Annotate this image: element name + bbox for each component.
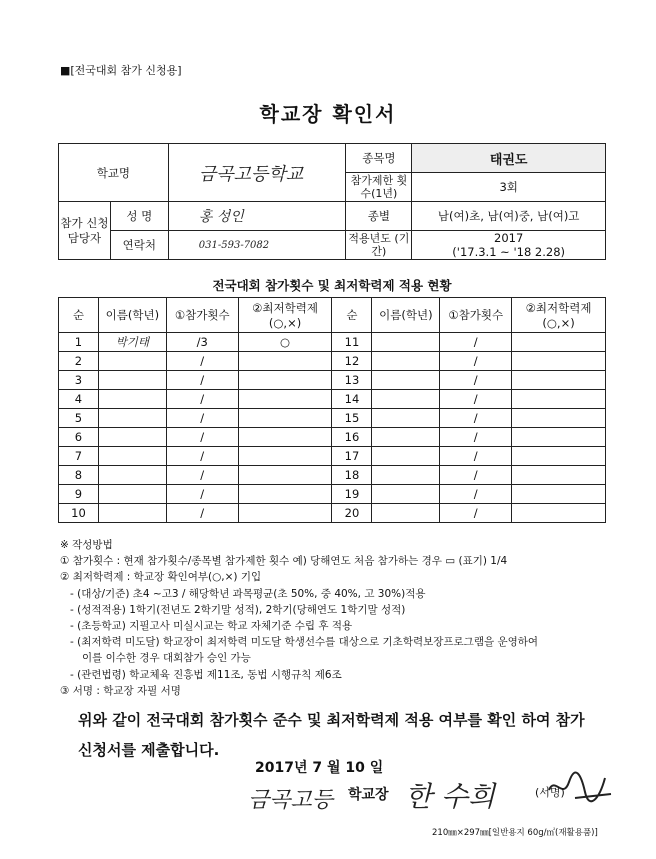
cell-name (98, 390, 166, 409)
cell-grade (512, 352, 606, 371)
cell-no: 16 (332, 428, 372, 447)
table-row (59, 485, 606, 504)
table-row (59, 504, 606, 523)
limit-label: 참가제한 횟수(1년) (346, 173, 412, 202)
division-value: 남(여)초, 남(여)중, 남(여)고 (412, 202, 606, 231)
paper-spec: 210㎜×297㎜[일반용지 60g/㎡(재활용품)] (432, 828, 598, 838)
cell-grade (238, 409, 332, 428)
cell-name (372, 409, 440, 428)
guide-line: - (초등학교) 지필고사 미실시교는 학교 자체기준 수립 후 적용 (70, 620, 353, 633)
cell-no: 18 (332, 466, 372, 485)
cell-name (372, 428, 440, 447)
cell-name (98, 428, 166, 447)
cell-no: 6 (59, 428, 99, 447)
cell-name (98, 466, 166, 485)
school-label: 학교명 (59, 144, 169, 202)
sport-value: 태권도 (412, 144, 606, 173)
document-title: 학교장 확인서 (259, 102, 397, 126)
cell-grade (238, 504, 332, 523)
division-label: 종별 (346, 202, 412, 231)
cell-no: 8 (59, 466, 99, 485)
contact-value: 031-593-7082 (168, 231, 346, 260)
guide-line: ③ 서명 : 학교장 자필 서명 (60, 684, 181, 697)
cell-grade (512, 390, 606, 409)
cell-name (372, 390, 440, 409)
cell-count: / (440, 409, 512, 428)
limit-value: 3회 (412, 173, 606, 202)
cell-no: 1 (59, 333, 99, 352)
cell-count: / (440, 352, 512, 371)
info-table (58, 143, 606, 260)
cell-grade (512, 485, 606, 504)
cell-grade (238, 352, 332, 371)
cell-count: / (166, 428, 238, 447)
name-label: 성 명 (110, 202, 168, 231)
guide-line: - (최저학력 미도달) 학교장이 최저학력 미도달 학생선수를 대상으로 기초학력보장프로그램을 운영하여 (70, 636, 539, 649)
cell-name (98, 371, 166, 390)
cell-count: / (166, 466, 238, 485)
cell-grade (512, 333, 606, 352)
cell-count: /3 (166, 333, 238, 352)
cell-name (372, 333, 440, 352)
cell-grade (238, 428, 332, 447)
cell-no: 11 (332, 333, 372, 352)
column-header: ①참가횟수 (166, 298, 238, 333)
cell-no: 5 (59, 409, 99, 428)
table-row (59, 409, 606, 428)
guide-line: - (관련법령) 학교체육 진흥법 제11조, 동법 시행규칙 제6조 (70, 668, 342, 681)
cell-name (98, 485, 166, 504)
cell-name (372, 447, 440, 466)
cell-name (372, 466, 440, 485)
cell-name (98, 447, 166, 466)
cell-no: 9 (59, 485, 99, 504)
cell-no: 19 (332, 485, 372, 504)
cell-no: 13 (332, 371, 372, 390)
cell-count: / (440, 371, 512, 390)
cell-no: 3 (59, 371, 99, 390)
year-label: 적용년도 (기간) (346, 231, 412, 260)
date-line: 2017년 7 월 10 일 (255, 760, 384, 776)
principal-label: 학교장 (348, 787, 389, 803)
cell-count: / (166, 352, 238, 371)
handwritten-signature: 한 수희 (405, 780, 496, 813)
cell-count: / (440, 428, 512, 447)
cell-count: / (166, 371, 238, 390)
confirmation-statement: 위와 같이 전국대회 참가횟수 준수 및 최저학력제 적용 여부를 확인 하여 참가신청서를 제출합니다. (78, 711, 585, 759)
table-row (59, 447, 606, 466)
cell-count: / (166, 504, 238, 523)
cell-count: / (166, 390, 238, 409)
column-header: ②최저학력제 (○,×) (512, 298, 606, 333)
cell-no: 12 (332, 352, 372, 371)
guide-line: ※ 작성방법 (60, 539, 113, 551)
cell-grade (238, 390, 332, 409)
cell-no: 17 (332, 447, 372, 466)
cell-name (372, 352, 440, 371)
cell-count: / (166, 485, 238, 504)
cell-count: / (166, 409, 238, 428)
name-value: 홍 성인 (168, 202, 346, 231)
guide-line: ② 최저학력제 : 학교장 확인여부(○,×) 기입 (60, 571, 262, 584)
cell-name (372, 485, 440, 504)
cell-grade (512, 409, 606, 428)
cell-grade (238, 371, 332, 390)
cell-count: / (440, 390, 512, 409)
guide-line: ① 참가횟수 : 현재 참가횟수/종목별 참가제한 횟수 예) 당해연도 처음 참가하는 경우 ▭ (표기) 1/4 (60, 555, 508, 568)
table-row (59, 352, 606, 371)
guide-line: 이를 이수한 경우 대회참가 승인 가능 (82, 652, 251, 665)
table-row (59, 390, 606, 409)
table-row (59, 466, 606, 485)
form-tag: ■[전국대회 참가 신청용] (60, 64, 182, 77)
table-row (59, 428, 606, 447)
cell-name (372, 371, 440, 390)
participation-table (58, 297, 606, 523)
cell-grade: ○ (238, 333, 332, 352)
year-value: 2017 (494, 231, 524, 245)
cell-no: 4 (59, 390, 99, 409)
cell-name (98, 409, 166, 428)
sport-label: 종목명 (346, 144, 412, 173)
cell-no: 15 (332, 409, 372, 428)
cell-grade (512, 466, 606, 485)
column-header: 이름(학년) (98, 298, 166, 333)
table-row (59, 333, 606, 352)
cell-count: / (440, 333, 512, 352)
handwritten-school-name: 금곡고등 (248, 788, 334, 813)
guide-line: - (대상/기준) 초4 ~고3 / 해당학년 과목평균(초 50%, 중 40%, 고 30%)적용 (70, 587, 426, 600)
table-row (59, 371, 606, 390)
column-header: 순 (59, 298, 99, 333)
writing-guide (60, 537, 620, 699)
cell-count: / (440, 504, 512, 523)
cell-no: 7 (59, 447, 99, 466)
cell-no: 10 (59, 504, 99, 523)
cell-name (372, 504, 440, 523)
cell-no: 20 (332, 504, 372, 523)
guide-line: - (성적적용) 1학기(전년도 2학기말 성적), 2학기(당해연도 1학기말 성적) (70, 603, 406, 616)
cell-grade (512, 447, 606, 466)
cell-grade (512, 428, 606, 447)
manager-label: 참가 신청 담당자 (59, 202, 111, 260)
section-title: 전국대회 참가횟수 및 최저학력제 적용 현황 (212, 278, 452, 293)
signature-mark: (서명) (535, 786, 565, 799)
cell-count: / (166, 447, 238, 466)
cell-count: / (440, 447, 512, 466)
cell-grade (512, 371, 606, 390)
cell-name: 박기태 (98, 333, 166, 352)
school-value: 금곡고등학교 (168, 144, 346, 202)
cell-no: 14 (332, 390, 372, 409)
cell-count: / (440, 466, 512, 485)
cell-name (98, 504, 166, 523)
cell-grade (238, 466, 332, 485)
column-header: ①참가횟수 (440, 298, 512, 333)
cell-grade (238, 447, 332, 466)
contact-label: 연락처 (110, 231, 168, 260)
cell-grade (512, 504, 606, 523)
column-header: ②최저학력제 (○,×) (238, 298, 332, 333)
cell-count: / (440, 485, 512, 504)
column-header: 이름(학년) (372, 298, 440, 333)
column-header: 순 (332, 298, 372, 333)
table-header-row (59, 298, 606, 333)
cell-no: 2 (59, 352, 99, 371)
cell-grade (238, 485, 332, 504)
cell-name (98, 352, 166, 371)
year-period: ('17.3.1 ~ '18 2.28) (452, 245, 566, 259)
